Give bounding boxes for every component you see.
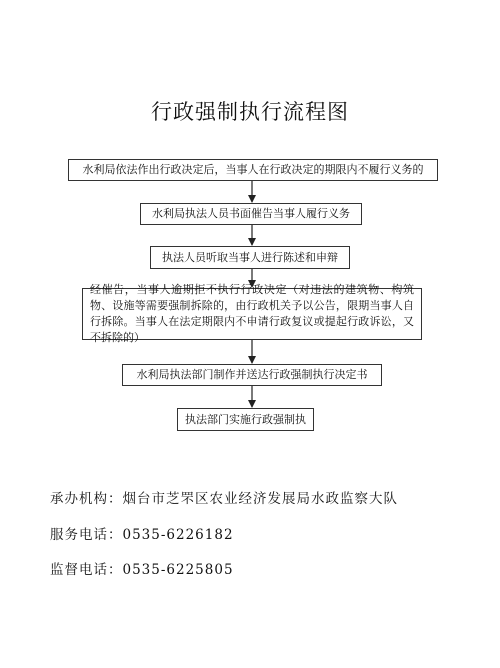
service-phone-value: 0535-6226182 [122, 527, 234, 543]
step-1-box: 水利局依法作出行政决定后，当事人在行政决定的期限内不履行义务的 [68, 159, 438, 181]
agency-value: 烟台市芝罘区农业经济发展局水政监察大队 [122, 491, 398, 507]
service-phone-label: 服务电话： [50, 527, 123, 543]
page-title: 行政强制执行流程图 [151, 100, 349, 124]
step-6-box: 执法部门实施行政强制执 [177, 408, 314, 431]
agency-line [50, 487, 398, 507]
service-phone-line [50, 523, 234, 543]
step-5-box: 水利局执法部门制作并送达行政强制执行决定书 [122, 364, 382, 386]
step-3-box: 执法人员听取当事人进行陈述和申辩 [150, 246, 350, 269]
supervision-phone-line [50, 558, 234, 578]
agency-label: 承办机构： [50, 491, 123, 507]
step-4-box: 经催告，当事人逾期拒不执行行政决定（对违法的建筑物、构筑物、设施等需要强制拆除的，由行政机关予以公告，限期当事人自行拆除。当事人在法定期限内不申请行政复议或提起行政诉讼，又不拆除的） [82, 288, 422, 340]
supervision-phone-label: 监督电话： [50, 562, 123, 578]
supervision-phone-value: 0535-6225805 [122, 562, 234, 578]
step-2-box: 水利局执法人员书面催告当事人履行义务 [140, 203, 362, 225]
